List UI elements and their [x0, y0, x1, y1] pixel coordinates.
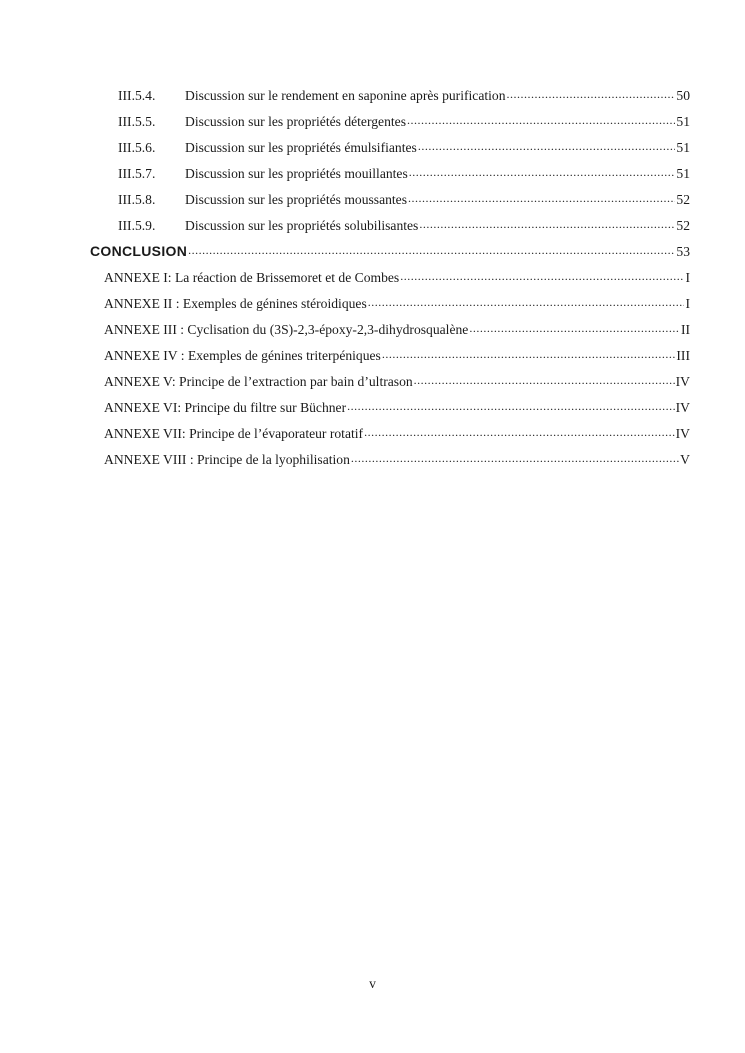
toc-entry-page: II [680, 321, 690, 337]
toc-entry-annexe-ii[interactable] [0, 294, 690, 320]
toc-entry-page: I [685, 269, 690, 285]
toc-entry-title: Discussion sur les propriétés moussantes [185, 191, 408, 207]
toc-entry-iii-5-5[interactable] [0, 112, 690, 138]
toc-entry-title: ANNEXE II : Exemples de génines stéroidiques [104, 295, 367, 311]
toc-entry-page: 51 [676, 113, 690, 129]
toc-entry-page: 52 [676, 217, 690, 233]
dot-leader [188, 242, 675, 256]
toc-entry-title: ANNEXE V: Principe de l’extraction par bain d’ultrason [104, 373, 413, 389]
toc-entry-title: Discussion sur le rendement en saponine après purification [185, 87, 506, 103]
toc-entry-annexe-i[interactable] [0, 268, 690, 294]
toc-entry-iii-5-9[interactable] [0, 216, 690, 242]
toc-entry-title: Discussion sur les propriétés émulsifiantes [185, 139, 417, 155]
toc-entry-page: III [676, 347, 690, 363]
dot-leader [414, 372, 675, 386]
toc-entry-title: ANNEXE VII: Principe de l’évaporateur rotatif [104, 425, 364, 441]
toc-entry-title: ANNEXE VI: Principe du filtre sur Büchner [104, 399, 347, 415]
table-of-contents [0, 86, 745, 476]
dot-leader [418, 138, 676, 152]
toc-entry-page: IV [675, 425, 690, 441]
toc-entry-page: IV [675, 399, 690, 415]
toc-entry-title: ANNEXE VIII : Principe de la lyophilisation [104, 451, 350, 467]
dot-leader [400, 268, 684, 282]
toc-entry-title: Discussion sur les propriétés mouillantes [185, 165, 408, 181]
toc-entry-iii-5-4[interactable] [0, 86, 690, 112]
toc-entry-page: 51 [676, 165, 690, 181]
dot-leader [407, 112, 675, 126]
toc-entry-number: III.5.4. [118, 87, 156, 103]
toc-entry-annexe-iii[interactable] [0, 320, 690, 346]
dot-leader [469, 320, 680, 334]
toc-entry-page: 51 [676, 139, 690, 155]
toc-entry-title: ANNEXE I: La réaction de Brissemoret et de Combes [104, 269, 400, 285]
toc-entry-page: 50 [676, 87, 690, 103]
toc-entry-annexe-viii[interactable] [0, 450, 690, 476]
toc-entry-title: ANNEXE III : Cyclisation du (3S)-2,3-époxy-2,3-dihydrosqualène [104, 321, 469, 337]
toc-entry-title: Discussion sur les propriétés détergentes [185, 113, 406, 129]
dot-leader [507, 86, 676, 100]
toc-entry-number: III.5.8. [118, 191, 156, 207]
toc-entry-page: V [680, 451, 690, 467]
toc-entry-annexe-vii[interactable] [0, 424, 690, 450]
toc-entry-number: III.5.5. [118, 113, 156, 129]
toc-entry-annexe-v[interactable] [0, 372, 690, 398]
toc-entry-title: Discussion sur les propriétés solubilisantes [185, 217, 419, 233]
dot-leader [382, 346, 676, 360]
toc-entry-number: III.5.6. [118, 139, 156, 155]
toc-entry-page: IV [675, 373, 690, 389]
toc-entry-iii-5-7[interactable] [0, 164, 690, 190]
dot-leader [408, 190, 675, 204]
toc-entry-iii-5-8[interactable] [0, 190, 690, 216]
toc-entry-annexe-iv[interactable] [0, 346, 690, 372]
dot-leader [409, 164, 676, 178]
toc-entry-number: III.5.9. [118, 217, 156, 233]
toc-entry-number: III.5.7. [118, 165, 156, 181]
dot-leader [419, 216, 675, 230]
dot-leader [364, 424, 675, 438]
toc-entry-conclusion[interactable] [0, 242, 690, 268]
toc-entry-title: ANNEXE IV : Exemples de génines triterpéniques [104, 347, 381, 363]
toc-entry-page: I [685, 295, 690, 311]
toc-entry-annexe-vi[interactable] [0, 398, 690, 424]
dot-leader [368, 294, 685, 308]
toc-entry-iii-5-6[interactable] [0, 138, 690, 164]
dot-leader [351, 450, 679, 464]
toc-entry-page: 52 [676, 191, 690, 207]
toc-entry-title: CONCLUSION [90, 242, 188, 259]
page-number: v [369, 976, 376, 991]
dot-leader [347, 398, 675, 412]
toc-entry-page: 53 [676, 243, 690, 259]
